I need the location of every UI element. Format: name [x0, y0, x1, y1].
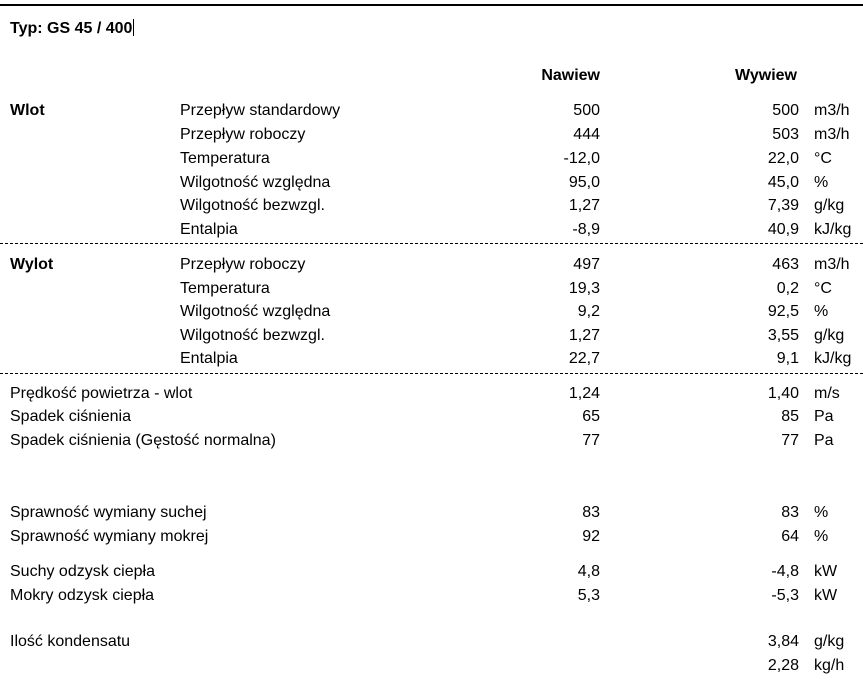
exhaust-value: 77 [781, 432, 799, 449]
supply-value: 92 [582, 528, 600, 545]
row-label: Spadek ciśnienia [10, 408, 131, 425]
table-row [0, 253, 863, 277]
row-label: Suchy odzysk ciepła [10, 563, 155, 580]
supply-value: -12,0 [563, 150, 600, 167]
group-label-inlet: Wlot [10, 102, 45, 119]
unit: kW [814, 563, 838, 580]
row-label: Spadek ciśnienia (Gęstość normalna) [10, 432, 276, 449]
supply-value: -8,9 [572, 221, 600, 238]
unit: kJ/kg [814, 350, 852, 367]
title-text: Typ: GS 45 / 400 [10, 20, 133, 37]
exhaust-value: 500 [772, 102, 799, 119]
row-label: Entalpia [180, 221, 238, 238]
exhaust-value: 40,9 [767, 221, 799, 238]
unit: g/kg [814, 197, 845, 214]
table-row [0, 147, 863, 171]
unit: m3/h [814, 126, 850, 143]
supply-value: 22,7 [568, 350, 600, 367]
exhaust-value: 3,84 [767, 633, 799, 650]
exhaust-value: 22,0 [767, 150, 799, 167]
table-row [0, 429, 863, 453]
top-rule [0, 4, 863, 6]
table-row [0, 218, 863, 242]
table-row [0, 347, 863, 371]
supply-value: 1,27 [568, 197, 600, 214]
column-header-supply: Nawiew [541, 67, 600, 84]
row-label: Sprawność wymiany suchej [10, 504, 207, 521]
table-row [0, 171, 863, 195]
unit: kg/h [814, 657, 845, 674]
text-cursor [133, 19, 134, 36]
supply-value: 5,3 [577, 587, 600, 604]
unit: °C [814, 280, 832, 297]
unit: kW [814, 587, 838, 604]
supply-value: 95,0 [568, 174, 600, 191]
row-label: Ilość kondensatu [10, 633, 131, 650]
unit: Pa [814, 432, 834, 449]
exhaust-value: 0,2 [776, 280, 799, 297]
table-row [0, 501, 863, 525]
unit: % [814, 528, 829, 545]
table-row [0, 630, 863, 654]
unit: % [814, 303, 829, 320]
table-row [0, 525, 863, 549]
supply-value: 1,27 [568, 327, 600, 344]
supply-value: 19,3 [568, 280, 600, 297]
column-header-exhaust: Wywiew [735, 67, 797, 84]
unit: g/kg [814, 633, 845, 650]
table-row [0, 300, 863, 324]
supply-value: 497 [573, 256, 600, 273]
unit: °C [814, 150, 832, 167]
row-label: Wilgotność bezwzgl. [180, 197, 325, 214]
supply-value: 500 [573, 102, 600, 119]
unit: Pa [814, 408, 834, 425]
supply-value: 4,8 [577, 563, 600, 580]
section-divider [0, 373, 863, 374]
row-label: Przepływ roboczy [180, 256, 306, 273]
unit: % [814, 174, 829, 191]
row-label: Przepływ standardowy [180, 102, 341, 119]
supply-value: 77 [582, 432, 600, 449]
supply-value: 9,2 [577, 303, 600, 320]
table-row [0, 277, 863, 301]
row-label: Przepływ roboczy [180, 126, 306, 143]
exhaust-value: -4,8 [771, 563, 799, 580]
row-label: Prędkość powietrza - wlot [10, 385, 193, 402]
row-label: Sprawność wymiany mokrej [10, 528, 209, 545]
supply-value: 83 [582, 504, 600, 521]
supply-value: 65 [582, 408, 600, 425]
exhaust-value: 463 [772, 256, 799, 273]
exhaust-value: 2,28 [767, 657, 799, 674]
supply-value: 1,24 [568, 385, 600, 402]
exhaust-value: 7,39 [767, 197, 799, 214]
table-row [0, 405, 863, 429]
unit: m3/h [814, 256, 850, 273]
section-divider [0, 243, 863, 244]
exhaust-value: 9,1 [776, 350, 799, 367]
table-row [0, 194, 863, 218]
table-row [0, 123, 863, 147]
unit: g/kg [814, 327, 845, 344]
unit: m/s [814, 385, 840, 402]
table-row [0, 99, 863, 123]
group-label-outlet: Wylot [10, 256, 54, 273]
exhaust-value: 64 [781, 528, 799, 545]
exhaust-value: 92,5 [767, 303, 799, 320]
unit: m3/h [814, 102, 850, 119]
exhaust-value: 83 [781, 504, 799, 521]
supply-value: 444 [573, 126, 600, 143]
table-row [0, 324, 863, 348]
document-title [10, 19, 134, 38]
row-label: Wilgotność względna [180, 303, 331, 320]
exhaust-value: 45,0 [767, 174, 799, 191]
unit: % [814, 504, 829, 521]
row-label: Temperatura [180, 280, 270, 297]
exhaust-value: 503 [772, 126, 799, 143]
unit: kJ/kg [814, 221, 852, 238]
row-label: Temperatura [180, 150, 270, 167]
row-label: Mokry odzysk ciepła [10, 587, 155, 604]
row-label: Wilgotność względna [180, 174, 331, 191]
exhaust-value: 85 [781, 408, 799, 425]
table-row [0, 654, 863, 678]
table-row [0, 560, 863, 584]
table-row [0, 584, 863, 608]
exhaust-value: 1,40 [767, 385, 799, 402]
exhaust-value: 3,55 [767, 327, 799, 344]
row-label: Wilgotność bezwzgl. [180, 327, 325, 344]
row-label: Entalpia [180, 350, 238, 367]
exhaust-value: -5,3 [771, 587, 799, 604]
table-row [0, 382, 863, 406]
